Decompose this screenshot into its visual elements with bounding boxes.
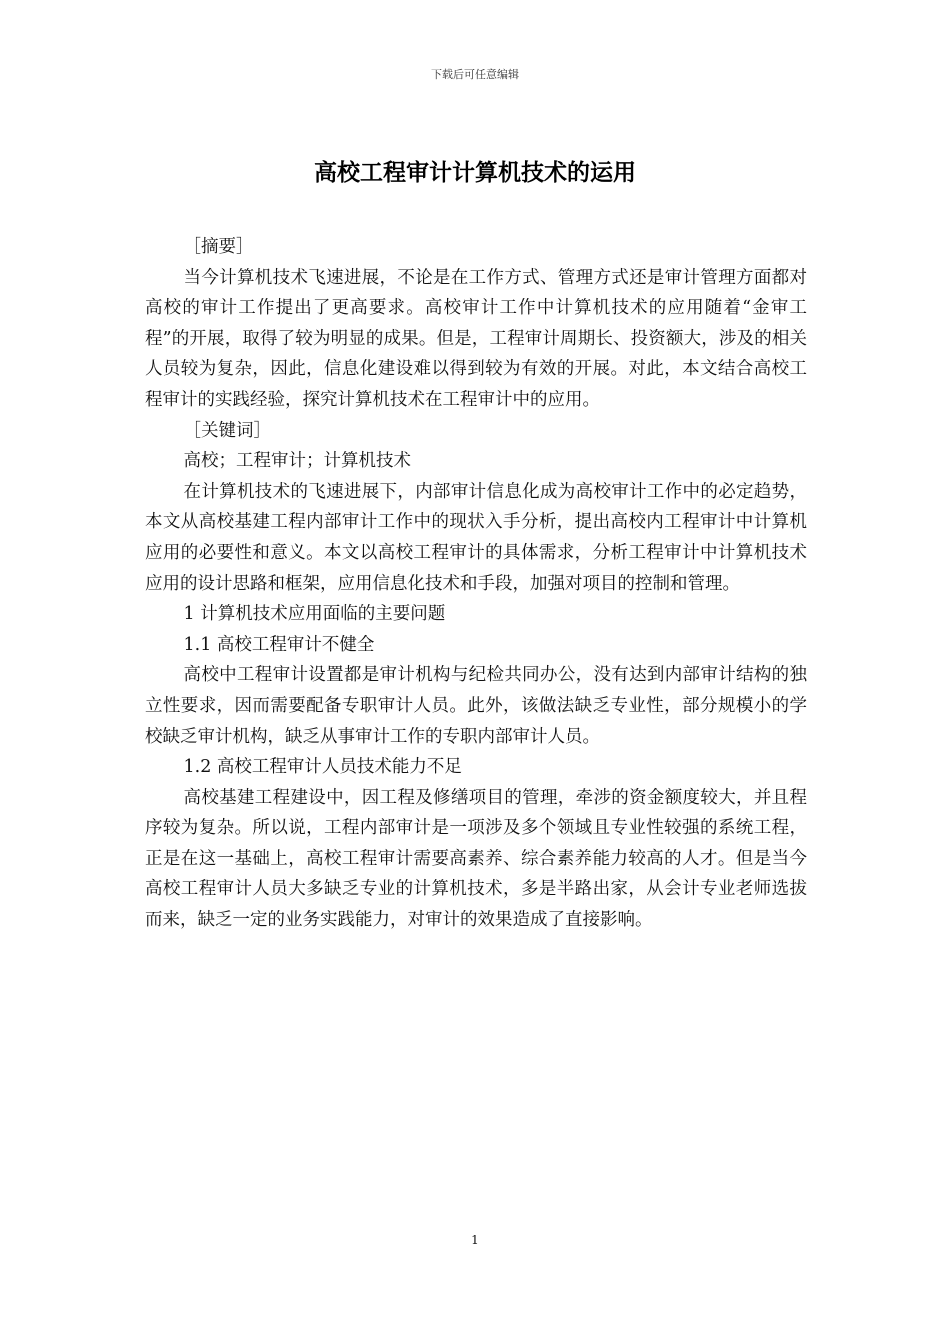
document-body [145,232,807,936]
body-paragraph: 高校基建工程建设中，因工程及修缮项目的管理，牵涉的资金额度较大，并且程序较为复杂。所以说，工程内部审计是一项涉及多个领域且专业性较强的系统工程，正是在这一基础上，高校工程审计需要高素养、综合素养能力较高的人才。但是当今高校工程审计人员大多缺乏专业的计算机技术，多是半路出家，从会计专业老师选拔而来，缺乏一定的业务实践能力，对审计的效果造成了直接影响。 [145,787,807,931]
subsection-heading-1-2: 1.2 高校工程审计人员技术能力不足 [183,757,462,778]
header-note: 下载后可任意编辑 [431,68,519,81]
keywords-heading: ［关键词］ [183,420,271,441]
keywords-list: 高校；工程审计；计算机技术 [183,451,411,472]
abstract-paragraph: 当今计算机技术飞速进展，不论是在工作方式、管理方式还是审计管理方面都对高校的审计工作提出了更高要求。高校审计工作中计算机技术的应用随着“金审工程”的开展，取得了较为明显的成果。但是，工程审计周期长、投资额大，涉及的相关人员较为复杂，因此，信息化建设难以得到较为有效的开展。对此，本文结合高校工程审计的实践经验，探究计算机技术在工程审计中的应用。 [145,267,807,410]
section-heading-1: 1 计算机技术应用面临的主要问题 [183,604,446,625]
document-title: 高校工程审计计算机技术的运用 [314,160,636,186]
body-paragraph: 高校中工程审计设置都是审计机构与纪检共同办公，没有达到内部审计结构的独立性要求，因而需要配备专职审计人员。此外，该做法缺乏专业性，部分规模小的学校缺乏审计机构，缺乏从事审计工作的专职内部审计人员。 [145,665,807,747]
intro-paragraph: 在计算机技术的飞速进展下，内部审计信息化成为高校审计工作中的必定趋势，本文从高校基建工程内部审计工作中的现状入手分析，提出高校内工程审计中计算机应用的必要性和意义。本文以高校工程审计的具体需求，分析工程审计中计算机技术应用的设计思路和框架，应用信息化技术和手段，加强对项目的控制和管理。 [145,481,807,594]
subsection-heading-1-1: 1.1 高校工程审计不健全 [183,634,375,655]
abstract-heading: ［摘要］ [183,237,254,257]
page-number: 1 [471,1233,479,1247]
